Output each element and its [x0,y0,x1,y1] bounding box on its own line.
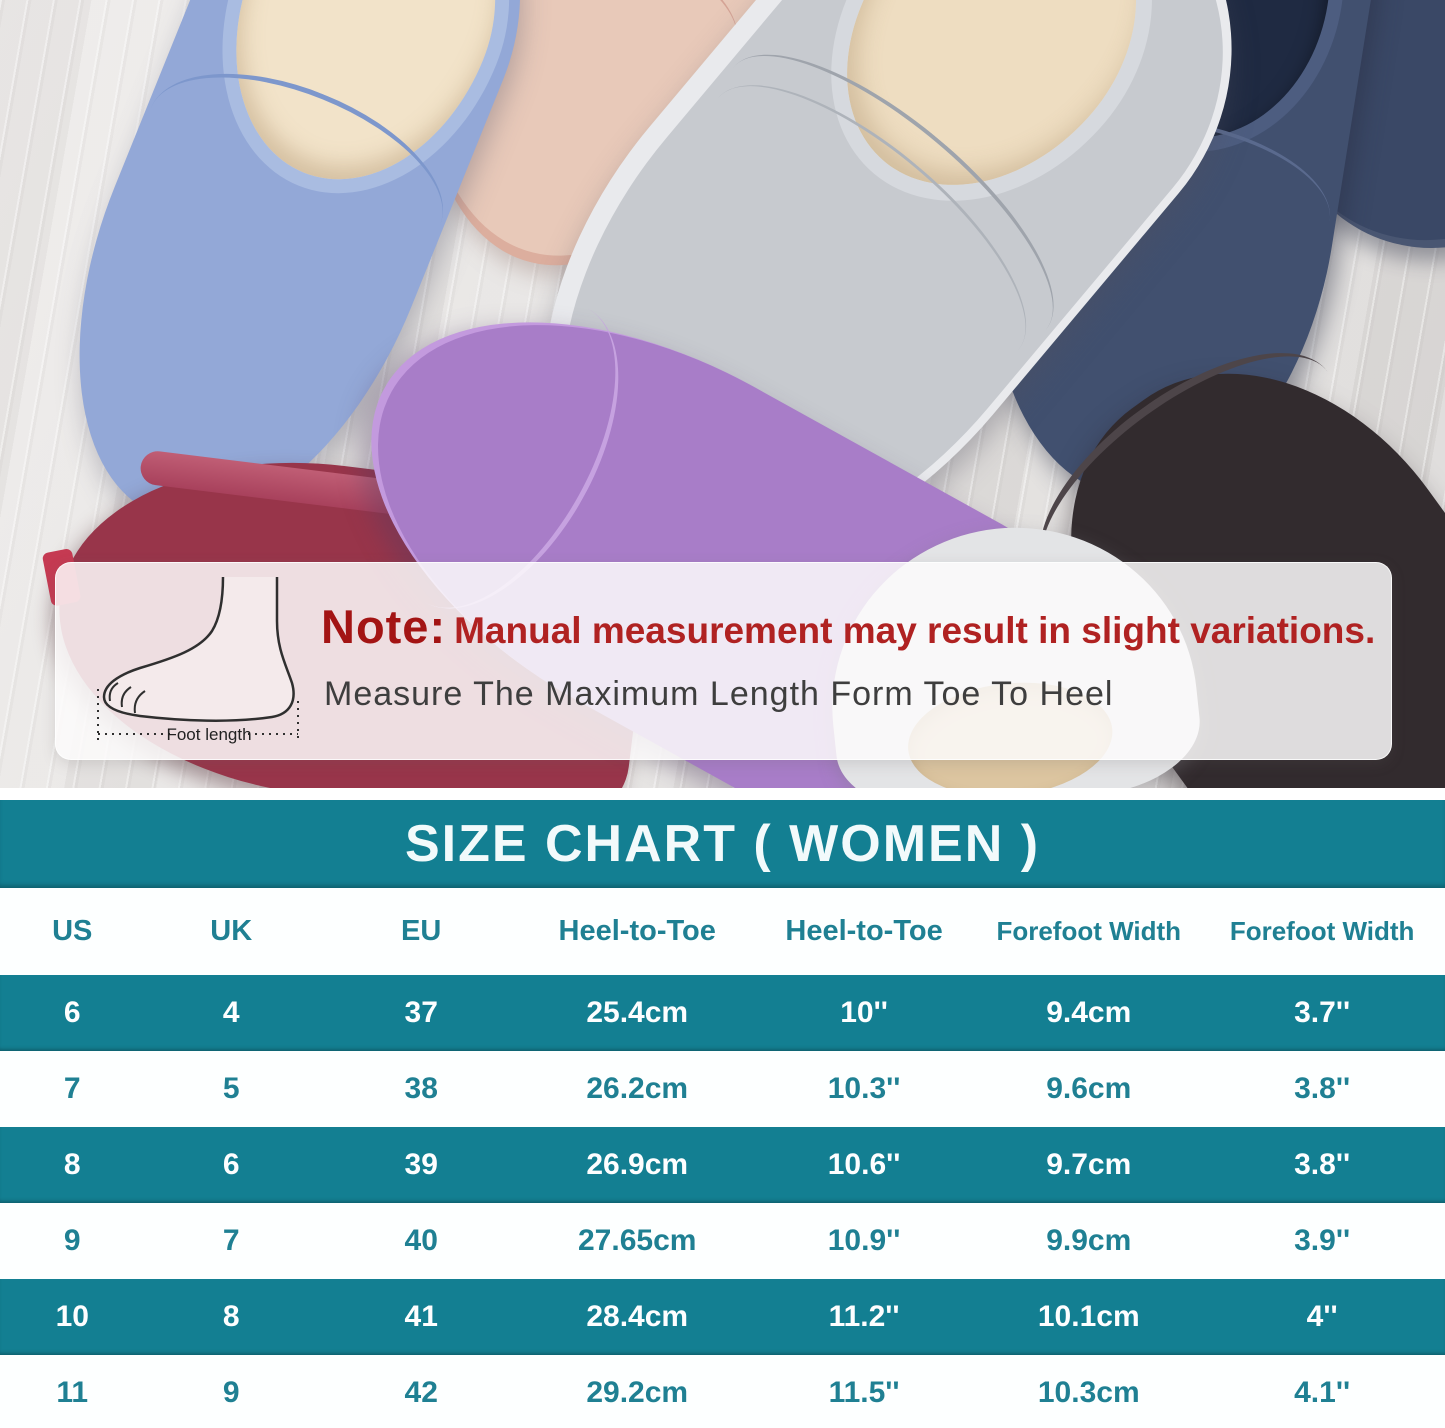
size-cell: 37 [404,996,438,1029]
size-cell: 26.9cm [586,1148,689,1181]
size-cell: 28.4cm [586,1300,689,1333]
size-cell: 10.1cm [1037,1300,1140,1333]
size-cell: 29.2cm [586,1376,689,1409]
size-table-body [0,975,1445,1428]
foot-length-label: Foot length [166,725,252,744]
size-cell: 3.8'' [1294,1148,1351,1181]
size-cell: 9.6cm [1046,1072,1132,1105]
size-chart-section [0,788,1445,1428]
size-table-header-row [0,888,1445,975]
size-cell: 39 [404,1148,438,1181]
size-table [0,888,1445,1428]
foot-length-diagram [84,569,334,753]
size-row-2 [0,1127,1445,1203]
size-row-4 [0,1279,1445,1355]
size-cell: 4'' [1306,1300,1338,1333]
size-cell: 11.5'' [828,1376,900,1409]
size-cell: 3.9'' [1294,1224,1351,1257]
size-cell: 6 [63,996,81,1029]
size-row-5 [0,1355,1445,1428]
size-cell: 27.65cm [578,1224,697,1257]
divider [0,788,1445,800]
size-cell: 10.6'' [827,1148,901,1181]
size-cell: 3.7'' [1294,996,1351,1029]
size-cell: 7 [222,1224,240,1257]
size-cell: 42 [404,1376,438,1409]
column-header-2: EU [401,915,442,947]
size-cell: 6 [222,1148,240,1181]
size-cell: 10 [55,1300,89,1333]
size-cell: 7 [63,1072,81,1105]
note-banner [55,562,1392,760]
note-text: Manual measurement may result in slight variations. [454,610,1376,651]
size-cell: 26.2cm [586,1072,689,1105]
size-row-0 [0,975,1445,1051]
column-header-0: US [52,915,93,947]
size-cell: 9.9cm [1046,1224,1132,1257]
measure-instruction: Measure The Maximum Length Form Toe To Heel [324,675,1114,713]
size-cell: 4 [222,996,240,1029]
size-cell: 3.8'' [1294,1072,1351,1105]
column-header-3: Heel-to-Toe [558,915,716,947]
note-label: Note: [321,600,447,653]
size-row-3 [0,1203,1445,1279]
size-cell: 11.2'' [828,1300,900,1333]
size-cell: 10'' [840,996,888,1029]
column-header-4: Heel-to-Toe [785,915,943,947]
size-chart-title-band [0,800,1445,888]
column-header-1: UK [210,915,253,947]
size-cell: 38 [404,1072,438,1105]
size-cell: 10.9'' [827,1224,901,1257]
size-cell: 10.3cm [1037,1376,1140,1409]
size-cell: 9 [63,1224,81,1257]
size-chart-title: SIZE CHART ( WOMEN ) [404,815,1041,873]
size-cell: 10.3'' [827,1072,901,1105]
size-row-1 [0,1051,1445,1127]
size-cell: 9.4cm [1046,996,1132,1029]
size-cell: 4.1'' [1294,1376,1351,1409]
foot-outline [104,577,294,721]
column-header-5: Forefoot Width [996,916,1182,946]
size-cell: 5 [222,1072,240,1105]
size-cell: 40 [404,1224,438,1257]
size-cell: 8 [222,1300,240,1333]
size-cell: 8 [63,1148,81,1181]
size-cell: 9 [222,1376,240,1409]
size-cell: 41 [404,1300,438,1333]
column-header-6: Forefoot Width [1229,916,1415,946]
note-line [321,599,1375,654]
size-cell: 25.4cm [586,996,689,1029]
size-cell: 11 [56,1376,89,1409]
size-cell: 9.7cm [1046,1148,1132,1181]
